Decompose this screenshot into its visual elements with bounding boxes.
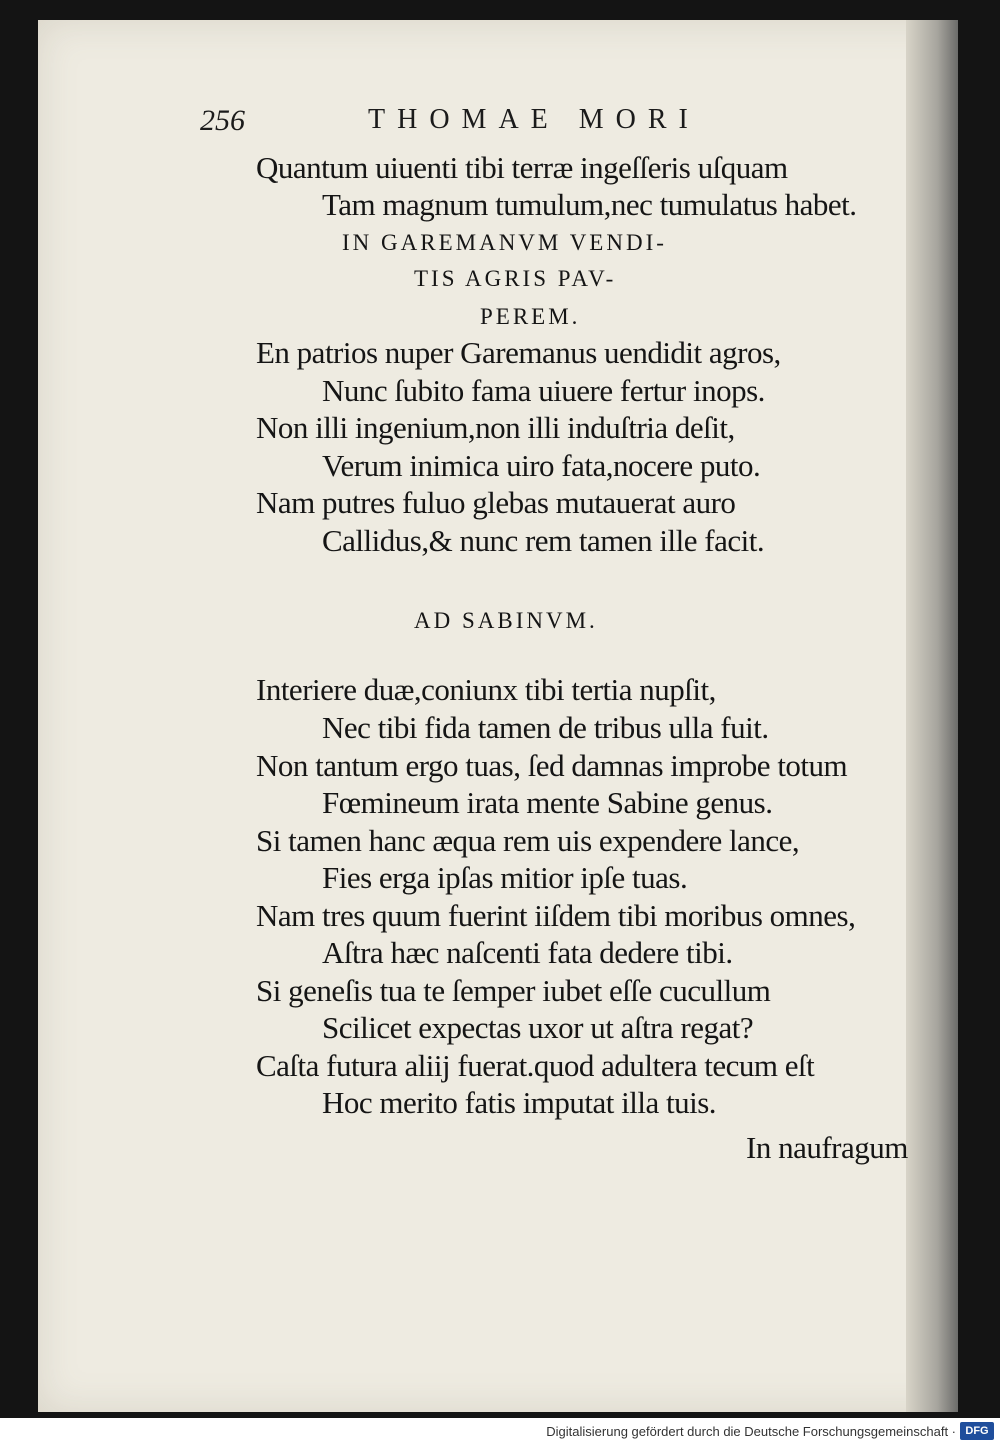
verse-line: Nam tres quum fuerint iiſdem tibi moribus omnes, — [256, 898, 856, 933]
verse-line: Tam magnum tumulum,nec tumulatus habet. — [322, 187, 857, 222]
verse-line: Nunc ſubito fama uiuere fertur inops. — [322, 373, 765, 408]
facing-page-edge — [906, 20, 958, 1412]
catchword: In naufragum — [746, 1130, 908, 1165]
poem-heading: TIS AGRIS PAV- — [414, 266, 617, 291]
verse-line: Caſta futura aliij fuerat.quod adultera tecum eſt — [256, 1048, 815, 1083]
poem-heading: PEREM. — [480, 304, 581, 329]
verse-line: Nam putres fuluo glebas mutauerat auro — [256, 485, 736, 520]
verse-line: Non illi ingenium,non illi induſtria deſit, — [256, 410, 735, 445]
footer-credit: Digitalisierung gefördert durch die Deutsche Forschungsgemeinschaft · — [546, 1424, 956, 1439]
book-page — [38, 20, 958, 1412]
verse-line: Nec tibi fida tamen de tribus ulla fuit. — [322, 710, 769, 745]
verse-line: En patrios nuper Garemanus uendidit agros, — [256, 335, 781, 370]
verse-line: Callidus,& nunc rem tamen ille facit. — [322, 523, 765, 558]
poem-heading: IN GAREMANVM VENDI- — [342, 230, 667, 255]
running-head: THOMAE MORI — [368, 104, 700, 135]
verse-line: Interiere duæ,coniunx tibi tertia nupſit, — [256, 672, 716, 707]
dfg-logo-icon: DFG — [960, 1422, 994, 1440]
footer-bar — [0, 1418, 1000, 1447]
verse-line: Fœmineum irata mente Sabine genus. — [322, 785, 773, 820]
verse-line: Fies erga ipſas mitior ipſe tuas. — [322, 860, 688, 895]
verse-line: Quantum uiuenti tibi terræ ingeſſeris uſquam — [256, 150, 788, 185]
verse-line: Non tantum ergo tuas, ſed damnas improbe totum — [256, 748, 848, 783]
verse-line: Verum inimica uiro fata,nocere puto. — [322, 448, 761, 483]
verse-line: Aſtra hæc naſcenti fata dedere tibi. — [322, 935, 733, 970]
poem-heading: AD SABINVM. — [414, 608, 598, 633]
verse-line: Scilicet expectas uxor ut aſtra regat? — [322, 1010, 754, 1045]
verse-line: Si geneſis tua te ſemper iubet eſſe cucullum — [256, 973, 771, 1008]
verse-line: Hoc merito fatis imputat illa tuis. — [322, 1085, 717, 1120]
page-number: 256 — [200, 104, 245, 137]
verse-line: Si tamen hanc æqua rem uis expendere lance, — [256, 823, 800, 858]
